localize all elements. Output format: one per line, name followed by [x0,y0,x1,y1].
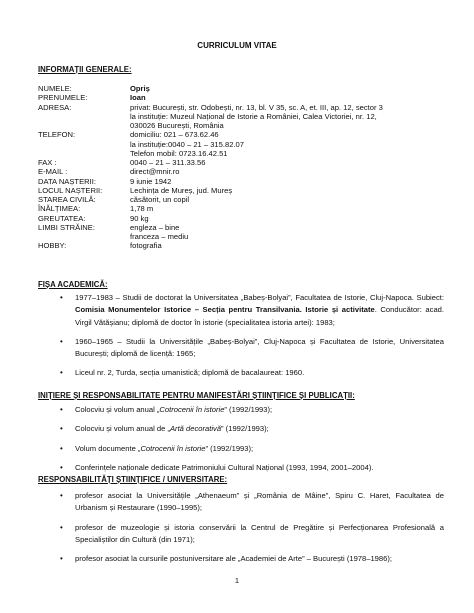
info-value [130,186,438,195]
info-row [38,177,438,186]
general-info-heading: INFORMAȚII GENERALE: [38,65,132,74]
info-label: DATA NAȘTERII: [38,176,96,186]
info-value-line: Ioan [130,93,146,103]
document-title: CURRICULUM VITAE [197,41,277,50]
info-label: LIMBI STRĂINE: [38,222,95,232]
info-value-line: fotografia [130,241,162,251]
info-value [130,93,438,102]
info-label: PRENUMELE: [38,93,88,103]
info-label: LOCUL NAȘTERII: [38,185,103,195]
info-value [130,84,438,93]
info-label: NUMELE: [38,84,72,93]
info-value [130,130,438,158]
info-value-line: privat: București, str. Odobești, nr. 13, bl. V 35, sc. A, et. III, ap. 12, sector 3 [130,102,383,112]
responsibilities-heading: RESPONSABILITĂȚI ȘTIINȚIFICE / UNIVERSITARE: [38,475,228,484]
info-label: GREUTATEA: [38,213,86,223]
info-row [38,158,438,167]
info-value [130,204,438,213]
info-value-line: direct@mnir.ro [130,167,180,177]
info-value-line: engleza – bine [130,222,180,232]
initiative-item: • Conferințele naționale dedicate Patrimoniului Cultural Național (1993, 1994, 2001–2004). [60,462,444,474]
info-value-line: 0040 – 21 – 311.33.56 [130,158,206,167]
responsibilities-list [60,490,444,572]
responsibility-item: • profesor de muzeologie și istoria conservării la Centrul de Pregătire și Perfecționarea Profesională a Specialiștilor din Cultură (din 1971); [60,522,444,547]
responsibility-item: • profesor asociat la cursurile postuniversitare ale „Academiei de Arte” – București (1978–1986); [60,553,444,565]
initiative-item: • Colocviu și volum anual de „Artă decorativă” (1992/1993); [60,423,444,435]
info-row [38,93,438,102]
general-info-table [38,84,438,251]
info-label: TELEFON: [38,130,76,140]
info-value-line: Lechința de Mureș, jud. Mureș [130,185,233,195]
page-number: 1 [234,576,240,585]
info-value [130,241,438,250]
info-value-line: la instituție: Muzeul Național de Istorie a României, Calea Victoriei, nr. 12, [130,111,377,121]
info-value-line: 9 iunie 1942 [130,176,172,186]
info-row [38,241,438,250]
initiatives-heading: INIȚIERE ȘI RESPONSABILITATE PENTRU MANIFESTĂRI ȘTIINȚIFICE ȘI PUBLICAȚII: [38,391,355,400]
info-row [38,186,438,195]
info-row [38,167,438,176]
info-value [130,177,438,186]
info-row [38,103,438,131]
info-label: E-MAIL : [38,167,68,177]
academic-heading: FIȘA ACADEMICĂ: [38,280,108,289]
info-value-line: Opriș [130,84,150,93]
info-value-line: 030026 București, România [130,121,224,130]
info-label: HOBBY: [38,241,67,251]
info-value-line: 1,78 m [130,204,154,214]
info-value-line: căsătorit, un copil [130,195,190,204]
info-row [38,130,438,158]
initiative-item: • Colocviu și volum anual „Cotrocenii în istorie” (1992/1993); [60,404,444,416]
info-value [130,103,438,131]
info-value [130,167,438,176]
info-label: ADRESA: [38,102,72,112]
info-value [130,195,438,204]
info-value [130,158,438,167]
info-row [38,214,438,223]
info-value [130,223,438,242]
info-row [38,84,438,93]
info-row [38,195,438,204]
academic-list [60,292,444,387]
info-value-line: la instituție:0040 – 21 – 315.82.07 [130,139,244,149]
initiatives-list [60,404,444,481]
info-value-line: domiciliu: 021 – 673.62.46 [130,130,219,140]
academic-item: • 1960–1965 – Studii la Universitățile „Babeș-Bolyai”, Cluj-Napoca și Facultatea de Istorie, Universitatea București; diplomă de licență: 1965; [60,336,444,361]
info-label: FAX : [38,158,57,167]
info-value-line: Telefon mobil: 0723.16.42.51 [130,148,228,158]
info-value-line: franceza – mediu [130,232,189,241]
initiative-item: • Volum documente „Cotrocenii în istorie” (1992/1993); [60,443,444,455]
info-value-line: 90 kg [130,213,149,223]
academic-item: • 1977–1983 – Studii de doctorat la Universitatea „Babeș-Bolyai”, Facultatea de Istorie, Cluj-Napoca. Subiect: Comisia Monumentelor Istorice – Secția pentru Transilvania. Istorie și activitate. Conducător: acad. Virgil Vătășianu; diplomă de doctor în istorie (specialitatea istoria artei): 1983; [60,292,444,329]
academic-item: • Liceul nr. 2, Turda, secția umanistică; diplomă de bacalaureat: 1960. [60,367,444,379]
responsibility-item: • profesor asociat la Universitățile „Athenaeum” și „România de Mâine”, Spiru C. Haret, Facultatea de Urbanism și Restaurare (1990–1995); [60,490,444,515]
info-row [38,223,438,242]
info-value [130,214,438,223]
info-row [38,204,438,213]
info-label: ÎNĂLȚIMEA: [38,204,81,214]
info-label: STAREA CIVILĂ: [38,195,96,204]
